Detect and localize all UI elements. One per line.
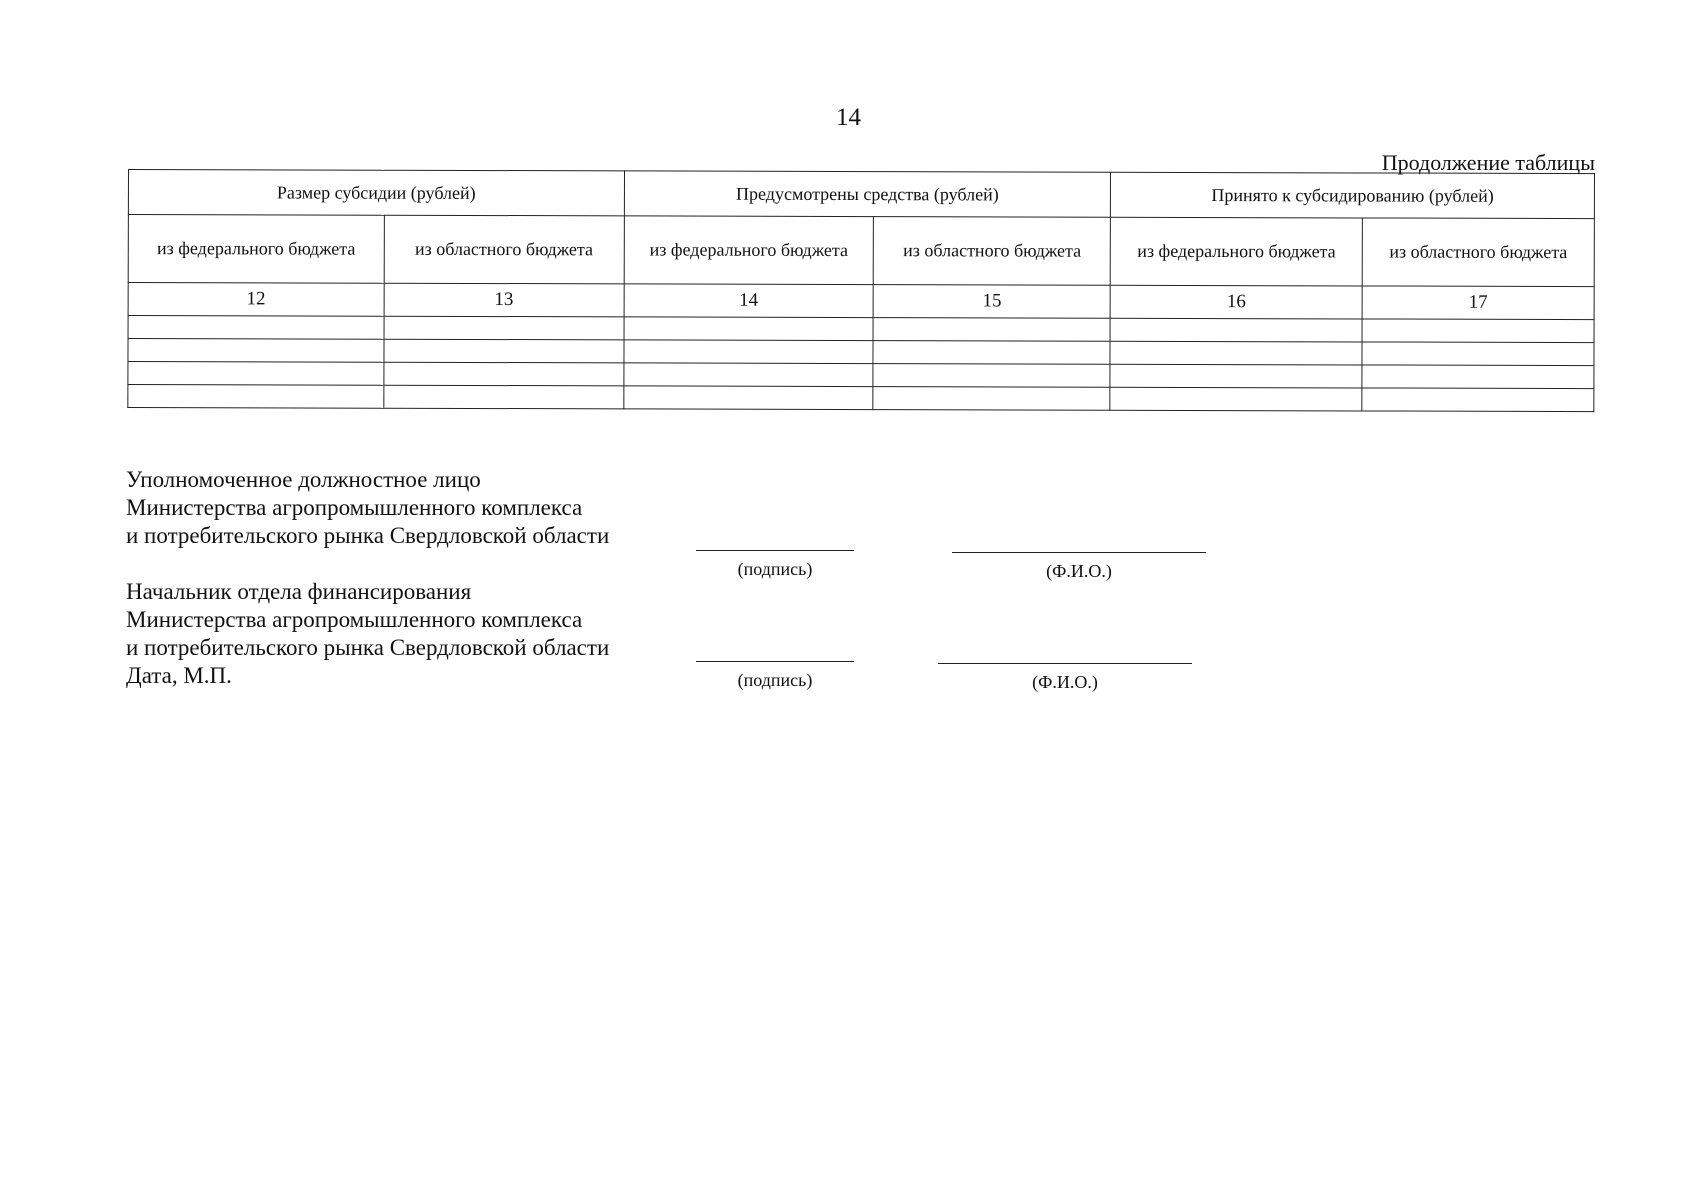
table-cell bbox=[384, 316, 624, 340]
table-group-header-row bbox=[128, 170, 1594, 219]
table-cell bbox=[1362, 365, 1594, 389]
name-line bbox=[952, 552, 1206, 553]
signatory-line: Начальник отдела финансирования bbox=[126, 579, 472, 604]
table-sub-header-row bbox=[128, 215, 1594, 287]
group-header-subsidy-size: Размер субсидии (рублей) bbox=[128, 170, 624, 216]
signatory-line: Уполномоченное должностное лицо bbox=[126, 467, 481, 492]
page-number: 14 bbox=[836, 104, 861, 131]
table-cell bbox=[873, 341, 1110, 365]
sub-header-regional: из областного бюджета bbox=[874, 217, 1111, 286]
signature-caption: (подпись) bbox=[737, 670, 813, 690]
table-row bbox=[128, 385, 1594, 412]
name-caption: (Ф.И.О.) bbox=[1046, 561, 1112, 581]
signatory-line: Министерства агропромышленного комплекса bbox=[126, 495, 583, 520]
authorized-official-block bbox=[126, 466, 609, 550]
column-number: 17 bbox=[1362, 286, 1594, 320]
sub-header-federal: из федерального бюджета bbox=[624, 216, 874, 285]
table-cell bbox=[1362, 319, 1594, 343]
name-caption: (Ф.И.О.) bbox=[1032, 672, 1098, 692]
table-cell bbox=[1110, 341, 1362, 365]
table-cell bbox=[128, 339, 384, 363]
table-cell bbox=[128, 385, 384, 409]
table-cell bbox=[623, 386, 873, 410]
signatory-line: и потребительского рынка Свердловской области bbox=[126, 523, 610, 548]
table-cell bbox=[1110, 387, 1362, 411]
name-line bbox=[938, 663, 1192, 664]
table-cell bbox=[384, 385, 624, 409]
subsidy-table bbox=[127, 169, 1595, 412]
column-number-row bbox=[128, 283, 1594, 320]
table-cell bbox=[873, 364, 1110, 388]
table-cell bbox=[1110, 318, 1362, 342]
column-number: 15 bbox=[874, 285, 1111, 319]
signature-caption: (подпись) bbox=[737, 559, 813, 579]
sub-header-federal: из федерального бюджета bbox=[128, 215, 384, 284]
signature-line bbox=[696, 550, 854, 551]
table-cell bbox=[624, 340, 874, 364]
continuation-label: Продолжение таблицы bbox=[1381, 150, 1595, 175]
table-cell bbox=[873, 318, 1110, 342]
signatory-line: и потребительского рынка Свердловской области bbox=[126, 635, 610, 660]
signature-line bbox=[696, 661, 854, 662]
column-number: 12 bbox=[128, 283, 384, 317]
table-cell bbox=[1362, 342, 1594, 366]
column-number: 16 bbox=[1110, 285, 1362, 319]
table-cell bbox=[1362, 388, 1594, 412]
column-number: 14 bbox=[624, 284, 874, 318]
finance-head-block bbox=[126, 578, 609, 690]
table-cell bbox=[128, 316, 384, 340]
column-number: 13 bbox=[384, 283, 624, 317]
table-cell bbox=[384, 362, 624, 386]
table-cell bbox=[624, 363, 874, 387]
table-cell bbox=[128, 362, 384, 386]
table-cell bbox=[624, 317, 874, 341]
sub-header-regional: из областного бюджета bbox=[1362, 218, 1594, 287]
table-cell bbox=[1110, 364, 1362, 388]
signatory-line: Министерства агропромышленного комплекса bbox=[126, 607, 583, 632]
table-cell bbox=[873, 387, 1110, 411]
group-header-accepted-for-subsidy: Принято к субсидированию (рублей) bbox=[1111, 172, 1595, 218]
sub-header-regional: из областного бюджета bbox=[384, 215, 624, 284]
group-header-funds-provided: Предусмотрены средства (рублей) bbox=[624, 171, 1111, 217]
sub-header-federal: из федерального бюджета bbox=[1110, 217, 1362, 286]
table-cell bbox=[384, 339, 624, 363]
date-stamp-line: Дата, М.П. bbox=[126, 663, 232, 688]
